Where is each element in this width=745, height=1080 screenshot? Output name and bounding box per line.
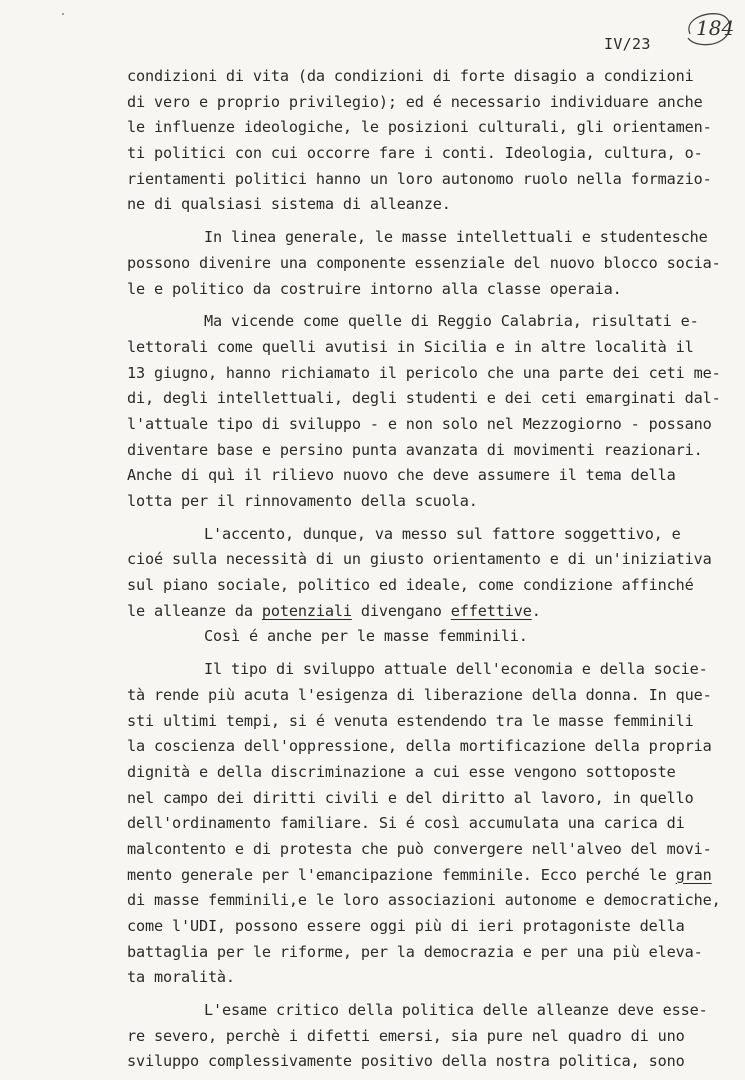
- paragraph-start: L'accento, dunque, va messo sul fattore soggettivo, e: [204, 524, 681, 543]
- text-line: Anche di quì il rilievo nuovo che deve assumere il tema della: [127, 466, 676, 485]
- paragraph-start: In linea generale, le masse intellettuali e studentesche: [204, 228, 708, 247]
- underlined-word: potenziali: [261, 601, 352, 620]
- text-line: la coscienza dell'oppressione, della mortificazione della propria: [127, 737, 712, 756]
- text-line: [127, 599, 717, 625]
- text-line: tà rende più acuta l'esigenza di liberazione della donna. In que-: [127, 685, 712, 704]
- text-segment: mento generale per l'emancipazione femminile. Ecco perché le: [127, 865, 676, 884]
- text-segment: .: [531, 601, 541, 620]
- paragraph-start: Ma vicende come quelle di Reggio Calabria, risultati e-: [204, 312, 699, 331]
- text-line: dell'ordinamento familiare. Si é così accumulata una carica di: [127, 814, 685, 833]
- stamp-number: 184: [696, 16, 735, 40]
- text-line: lotta per il rinnovamento della scuola.: [127, 492, 478, 510]
- paragraph-start: L'esame critico della politica delle alleanze deve esse-: [204, 1001, 708, 1020]
- text-line: condizioni di vita (da condizioni di forte disagio a condizioni: [127, 67, 694, 85]
- text-line: nel campo dei diritti civili e del diritto al lavoro, in quello: [127, 788, 694, 807]
- text-line: le e politico da costruire intorno alla classe operaia.: [127, 279, 622, 298]
- text-line: ne di qualsiasi sistema di alleanze.: [127, 195, 451, 214]
- text-line: di masse femminili,e le loro associazioni autonome e democratiche,: [127, 891, 721, 910]
- text-line: 13 giugno, hanno richiamato il pericolo che una parte dei ceti me-: [127, 363, 721, 382]
- text-line: malcontento e di protesta che può convergere nell'alveo del movi-: [127, 839, 712, 858]
- paragraph-start: Così é anche per le masse femminili.: [204, 627, 528, 646]
- page-number-stamp: [682, 10, 734, 48]
- page-reference: IV/23: [604, 35, 651, 53]
- text-line: ti politici con cui occorre fare i conti. Ideologia, cultura, o-: [127, 144, 703, 163]
- underlined-word: effettive: [450, 601, 532, 620]
- text-line: lettorali come quelli avutisi in Sicilia e in altre località il: [127, 337, 694, 356]
- underlined-word: gran: [675, 865, 712, 884]
- text-line: [127, 863, 717, 889]
- text-line: sviluppo complessivamente positivo della nostra politica, sono: [127, 1052, 685, 1071]
- text-line: come l'UDI, possono essere oggi più di ieri protagoniste della: [127, 917, 685, 935]
- scan-speck: [62, 13, 64, 15]
- text-line: cioé sulla necessità di un giusto orientamento e di un'iniziativa: [127, 550, 712, 569]
- text-line: possono divenire una componente essenziale del nuovo blocco socia-: [127, 253, 721, 272]
- text-line: le influenze ideologiche, le posizioni culturali, gli orientamen-: [127, 118, 712, 137]
- text-line: battaglia per le riforme, per la democrazia e per una più eleva-: [127, 942, 703, 961]
- text-line: di, degli intellettuali, degli studenti e dei ceti emarginati dal-: [127, 389, 721, 408]
- text-segment: divengano: [351, 601, 451, 620]
- text-line: rientamenti politici hanno un loro autonomo ruolo nella formazio-: [127, 169, 712, 188]
- text-line: sul piano sociale, politico ed ideale, come condizione affinché: [127, 576, 694, 595]
- text-line: diventare base e persino punta avanzata di movimenti reazionari.: [127, 440, 703, 459]
- text-line: dignità e della discriminazione a cui esse vengono sottoposte: [127, 762, 676, 781]
- text-line: re severo, perchè i difetti emersi, sia pure nel quadro di uno: [127, 1026, 685, 1045]
- text-line: sti ultimi tempi, si é venuta estendendo tra le masse femminili: [127, 711, 694, 730]
- text-line: di vero e proprio privilegio); ed é necessario individuare anche: [127, 92, 703, 111]
- text-segment: le alleanze da: [127, 601, 262, 620]
- paragraph-start: Il tipo di sviluppo attuale dell'economia e della socie-: [204, 660, 708, 679]
- text-line: ta moralità.: [127, 968, 235, 987]
- text-line: l'attuale tipo di sviluppo - e non solo nel Mezzogiorno - possano: [127, 414, 712, 433]
- body-text: [127, 64, 721, 1075]
